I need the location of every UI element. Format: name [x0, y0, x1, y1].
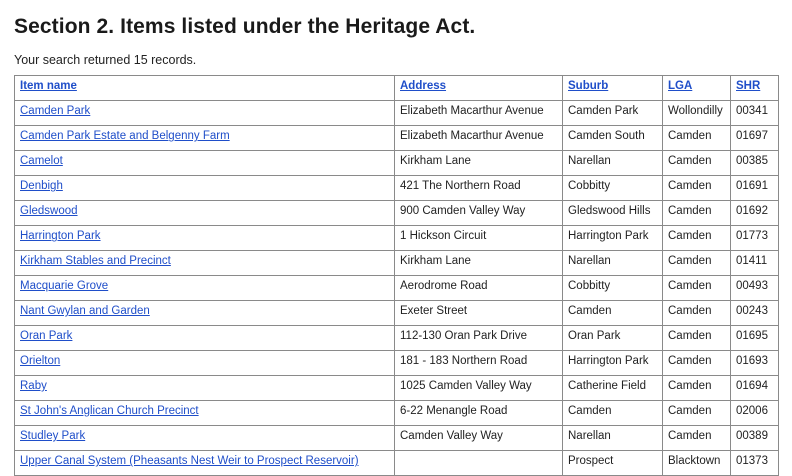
item-name-link[interactable]: Harrington Park: [20, 230, 101, 243]
table-row: [15, 151, 779, 176]
column-header-shr[interactable]: [731, 76, 779, 101]
column-header-lga-label: LGA: [668, 80, 693, 93]
cell-address: 1025 Camden Valley Way: [395, 376, 563, 401]
page-title: Section 2. Items listed under the Heritage Act.: [14, 15, 476, 38]
cell-lga: Camden: [663, 176, 731, 201]
item-name-link[interactable]: Orielton: [20, 355, 61, 368]
cell-item-name: [15, 376, 395, 401]
cell-item-name: [15, 301, 395, 326]
table-row: [15, 226, 779, 251]
cell-suburb: Camden: [563, 401, 663, 426]
cell-lga: Camden: [663, 201, 731, 226]
table-row: [15, 101, 779, 126]
cell-address: Elizabeth Macarthur Avenue: [395, 126, 563, 151]
table-header-row: [15, 76, 779, 101]
cell-item-name: [15, 451, 395, 476]
results-summary: Your search returned 15 records.: [14, 53, 197, 68]
cell-lga: Camden: [663, 251, 731, 276]
cell-shr: 00243: [731, 301, 779, 326]
cell-item-name: [15, 326, 395, 351]
cell-lga: Camden: [663, 151, 731, 176]
cell-address: Camden Valley Way: [395, 426, 563, 451]
cell-lga: Camden: [663, 276, 731, 301]
table-row: [15, 251, 779, 276]
cell-address: 1 Hickson Circuit: [395, 226, 563, 251]
table-row: [15, 451, 779, 476]
cell-item-name: [15, 176, 395, 201]
cell-suburb: Narellan: [563, 151, 663, 176]
cell-item-name: [15, 251, 395, 276]
table-row: [15, 376, 779, 401]
cell-address: 421 The Northern Road: [395, 176, 563, 201]
cell-item-name: [15, 151, 395, 176]
column-header-item-name[interactable]: [15, 76, 395, 101]
column-header-shr-label: SHR: [736, 80, 761, 93]
column-header-address[interactable]: [395, 76, 563, 101]
cell-item-name: [15, 276, 395, 301]
cell-lga: Camden: [663, 326, 731, 351]
table-row: [15, 176, 779, 201]
item-name-link[interactable]: Camden Park: [20, 105, 91, 118]
cell-shr: 01692: [731, 201, 779, 226]
cell-lga: Camden: [663, 401, 731, 426]
cell-shr: 01373: [731, 451, 779, 476]
cell-shr: 00385: [731, 151, 779, 176]
table-row: [15, 426, 779, 451]
cell-shr: 01691: [731, 176, 779, 201]
item-name-link[interactable]: Kirkham Stables and Precinct: [20, 255, 171, 268]
cell-suburb: Narellan: [563, 251, 663, 276]
cell-suburb: Prospect: [563, 451, 663, 476]
cell-item-name: [15, 201, 395, 226]
cell-item-name: [15, 126, 395, 151]
cell-lga: Camden: [663, 351, 731, 376]
cell-address: 181 - 183 Northern Road: [395, 351, 563, 376]
cell-address: Aerodrome Road: [395, 276, 563, 301]
cell-suburb: Oran Park: [563, 326, 663, 351]
cell-suburb: Harrington Park: [563, 351, 663, 376]
table-row: [15, 126, 779, 151]
cell-address: 112-130 Oran Park Drive: [395, 326, 563, 351]
cell-shr: 01694: [731, 376, 779, 401]
table-row: [15, 401, 779, 426]
cell-suburb: Harrington Park: [563, 226, 663, 251]
column-header-suburb[interactable]: [563, 76, 663, 101]
table-row: [15, 301, 779, 326]
table-row: [15, 201, 779, 226]
item-name-link[interactable]: Upper Canal System (Pheasants Nest Weir to Prospect Reservoir): [20, 455, 359, 468]
item-name-link[interactable]: Macquarie Grove: [20, 280, 109, 293]
cell-shr: 02006: [731, 401, 779, 426]
cell-lga: Camden: [663, 376, 731, 401]
cell-suburb: Gledswood Hills: [563, 201, 663, 226]
cell-item-name: [15, 426, 395, 451]
cell-shr: 01773: [731, 226, 779, 251]
table-row: [15, 351, 779, 376]
table-row: [15, 276, 779, 301]
cell-shr: 01697: [731, 126, 779, 151]
cell-lga: Wollondilly: [663, 101, 731, 126]
cell-suburb: Narellan: [563, 426, 663, 451]
cell-shr: 01411: [731, 251, 779, 276]
item-name-link[interactable]: Oran Park: [20, 330, 73, 343]
cell-lga: Camden: [663, 426, 731, 451]
column-header-lga[interactable]: [663, 76, 731, 101]
cell-shr: 00389: [731, 426, 779, 451]
cell-shr: 00341: [731, 101, 779, 126]
cell-address: 900 Camden Valley Way: [395, 201, 563, 226]
cell-item-name: [15, 101, 395, 126]
column-header-address-label: Address: [400, 80, 447, 93]
cell-address: Kirkham Lane: [395, 151, 563, 176]
item-name-link[interactable]: St John's Anglican Church Precinct: [20, 405, 199, 418]
cell-address: [395, 451, 563, 476]
cell-suburb: Catherine Field: [563, 376, 663, 401]
heritage-items-table: [14, 75, 779, 476]
cell-address: Exeter Street: [395, 301, 563, 326]
cell-address: Kirkham Lane: [395, 251, 563, 276]
cell-suburb: Camden South: [563, 126, 663, 151]
cell-address: 6-22 Menangle Road: [395, 401, 563, 426]
column-header-item-name-label: Item name: [20, 80, 77, 93]
cell-suburb: Cobbitty: [563, 276, 663, 301]
table-body: [15, 101, 779, 476]
table-header: [15, 76, 779, 101]
item-name-link[interactable]: Denbigh: [20, 180, 63, 193]
cell-lga: Camden: [663, 301, 731, 326]
item-name-link[interactable]: Studley Park: [20, 430, 86, 443]
cell-lga: Camden: [663, 126, 731, 151]
item-name-link[interactable]: Nant Gwylan and Garden: [20, 305, 150, 318]
cell-suburb: Camden: [563, 301, 663, 326]
item-name-link[interactable]: Camden Park Estate and Belgenny Farm: [20, 130, 230, 143]
cell-item-name: [15, 401, 395, 426]
table-row: [15, 326, 779, 351]
cell-address: Elizabeth Macarthur Avenue: [395, 101, 563, 126]
item-name-link[interactable]: Raby: [20, 380, 47, 393]
column-header-suburb-label: Suburb: [568, 80, 609, 93]
cell-shr: 01693: [731, 351, 779, 376]
cell-suburb: Camden Park: [563, 101, 663, 126]
cell-shr: 00493: [731, 276, 779, 301]
item-name-link[interactable]: Gledswood: [20, 205, 78, 218]
cell-shr: 01695: [731, 326, 779, 351]
cell-lga: Blacktown: [663, 451, 731, 476]
cell-item-name: [15, 351, 395, 376]
cell-lga: Camden: [663, 226, 731, 251]
item-name-link[interactable]: Camelot: [20, 155, 63, 168]
cell-item-name: [15, 226, 395, 251]
cell-suburb: Cobbitty: [563, 176, 663, 201]
